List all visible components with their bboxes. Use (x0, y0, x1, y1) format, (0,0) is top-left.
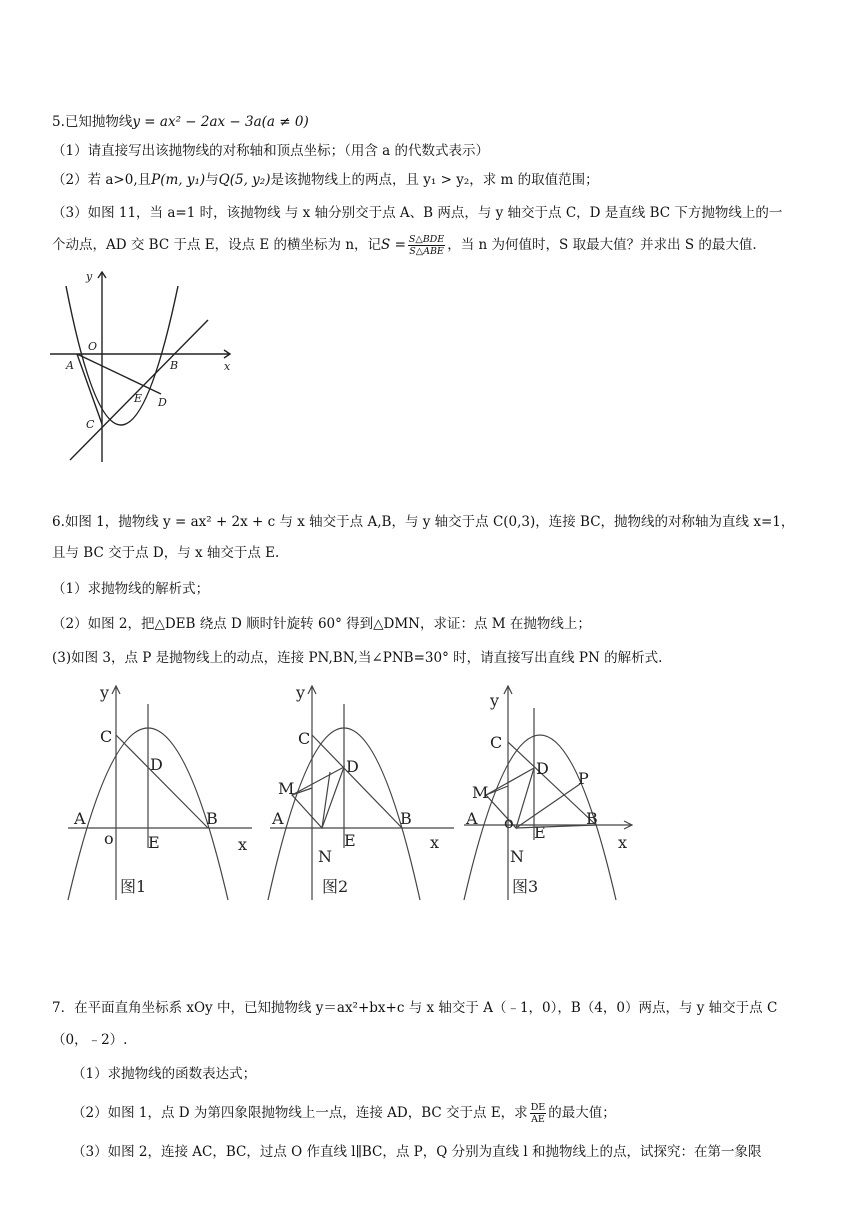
q5-fig-label-e: E (134, 392, 143, 405)
q7-fraction-denominator: AE (531, 1114, 545, 1125)
q5-ratio-fraction (408, 234, 445, 257)
q5-part2-text-b: 是该抛物线上的两点，且 y₁ > y₂，求 m 的取值范围； (270, 172, 599, 188)
q7-part2-text-b: 的最大值； (548, 1105, 616, 1121)
q6-line1: 6.如图 1，抛物线 y = ax² + 2x + c 与 x 轴交于点 A,B，与 y 轴交于点 C(0,3)，连接 BC，抛物线的对称轴为直线 x=1， (52, 514, 795, 530)
q5-part3-line1: （3）如图 11，当 a=1 时，该抛物线 与 x 轴分别交于点 A、B 两点，与 y 轴交于点 C，D 是直线 BC 下方抛物线上的一 (52, 205, 783, 221)
q6-figure-3 (456, 680, 656, 902)
q6-part2: （2）如图 2，把△DEB 绕点 D 顺时针旋转 60° 得到△DMN，求证：点 M 在抛物线上； (52, 616, 591, 632)
q6f2-label-b: B (400, 809, 412, 828)
q6f3-label-a: A (466, 809, 478, 828)
q5-fig-label-o: O (88, 340, 98, 353)
q5-s-label: S = (381, 237, 406, 253)
q6f3-label-b: B (586, 809, 598, 828)
q6-part1: （1）求抛物线的解析式； (52, 581, 210, 597)
q6f2-label-y: y (296, 683, 306, 702)
q6f2-triangle-dmn (292, 767, 344, 828)
q6f3-label-c: C (490, 733, 503, 752)
q5-part2-mid: 与 (205, 172, 219, 188)
q5-fig-label-d: D (158, 396, 167, 409)
q6f3-label-o: o (504, 813, 514, 832)
q6f2-label-e: E (344, 831, 356, 850)
q6f2-label-m: M (278, 779, 295, 798)
q5-fig-label-a: A (66, 359, 74, 372)
q6f1-label-y: y (100, 683, 110, 702)
q6f3-label-e: E (534, 823, 546, 842)
q6-figure-1 (60, 680, 260, 902)
q6f2-caption: 图2 (322, 877, 349, 896)
q6f3-label-m: M (472, 783, 489, 802)
q5-part3-text-c: ，当 n 为何值时，S 取最大值？并求出 S 的最大值. (447, 237, 757, 253)
q5-fig-label-x: x (224, 360, 231, 373)
q6-part3: (3)如图 3，点 P 是抛物线上的动点，连接 PN,BN,当∠PNB=30° 时，请直接写出直线 PN 的解析式. (52, 650, 663, 666)
q6f2-label-n: N (318, 847, 332, 866)
q5-fig-label-b: B (170, 359, 179, 372)
q7-fraction-numerator: DE (530, 1102, 546, 1113)
q6-figure-2 (262, 680, 462, 902)
q6f1-label-o: o (104, 829, 114, 848)
q5-figure-11 (48, 266, 238, 466)
q6f1-label-x: x (238, 835, 248, 854)
q6f3-line-np (516, 784, 580, 828)
q6f2-label-d: D (346, 757, 359, 776)
q6f2-line-bc (312, 735, 402, 828)
q6f2-line-n (322, 772, 330, 828)
q6f3-caption: 图3 (512, 877, 539, 896)
q6f3-label-p: P (578, 769, 589, 788)
q5-equation: y = ax² − 2ax − 3a(a ≠ 0) (132, 114, 309, 130)
q7-line2: （0，﹣2）. (52, 1032, 128, 1048)
q7-part3: （3）如图 2，连接 AC，BC，过点 O 作直线 l∥BC，点 P，Q 分别为直线 l 和抛物线上的点，试探究：在第一象限 (72, 1144, 762, 1160)
q6f3-label-x: x (618, 833, 628, 852)
q6f1-label-c: C (100, 727, 113, 746)
q6f2-label-a: A (272, 809, 284, 828)
q5-part3-line2 (52, 234, 820, 257)
q5-point-p: P(m, y₁) (151, 172, 206, 188)
q6f1-label-b: B (206, 809, 218, 828)
q6f1-label-a: A (74, 809, 86, 828)
q5-fraction-denominator: S△ABE (409, 246, 444, 257)
q5-part2-text-a: （2）若 a>0,且 (52, 172, 152, 188)
q6f2-label-c: C (298, 729, 311, 748)
q6f1-line-bc (116, 735, 208, 828)
q6f3-label-n: N (510, 847, 524, 866)
q5-part1: （1）请直接写出该抛物线的对称轴和顶点坐标；（用含 a 的代数式表示） (52, 143, 489, 159)
q5-point-q: Q(5, y₂) (218, 172, 271, 188)
q5-part3-text-b: 个动点，AD 交 BC 于点 E，设点 E 的横坐标为 n，记 (52, 237, 382, 253)
q7-part2 (72, 1102, 820, 1125)
q7-part1: （1）求抛物线的函数表达式； (72, 1066, 257, 1082)
q5-fig-label-y: y (86, 270, 93, 283)
q5-part2 (52, 170, 820, 190)
q7-part2-text-a: （2）如图 1，点 D 为第四象限抛物线上一点，连接 AD，BC 交于点 E，求 (72, 1105, 528, 1121)
q6f3-label-y: y (490, 691, 500, 710)
q5-title-line (52, 112, 820, 132)
q6f1-label-e: E (148, 833, 160, 852)
q5-title: 5.已知抛物线 (52, 114, 133, 130)
q7-line1: 7．在平面直角坐标系 xOy 中，已知抛物线 y＝ax²+bx+c 与 x 轴交于 A（﹣1，0），B（4，0）两点，与 y 轴交于点 C (52, 1000, 778, 1016)
q6f3-label-d: D (536, 759, 549, 778)
q7-de-ae-fraction (530, 1102, 547, 1125)
q6-line2: 且与 BC 交于点 D，与 x 轴交于点 E. (52, 545, 280, 561)
q6f1-label-d: D (150, 755, 163, 774)
q5-fig-label-c: C (86, 418, 95, 431)
q6f2-label-x: x (430, 833, 440, 852)
q5-fraction-numerator: S△BDE (408, 234, 445, 245)
q6f1-caption: 图1 (120, 877, 147, 896)
